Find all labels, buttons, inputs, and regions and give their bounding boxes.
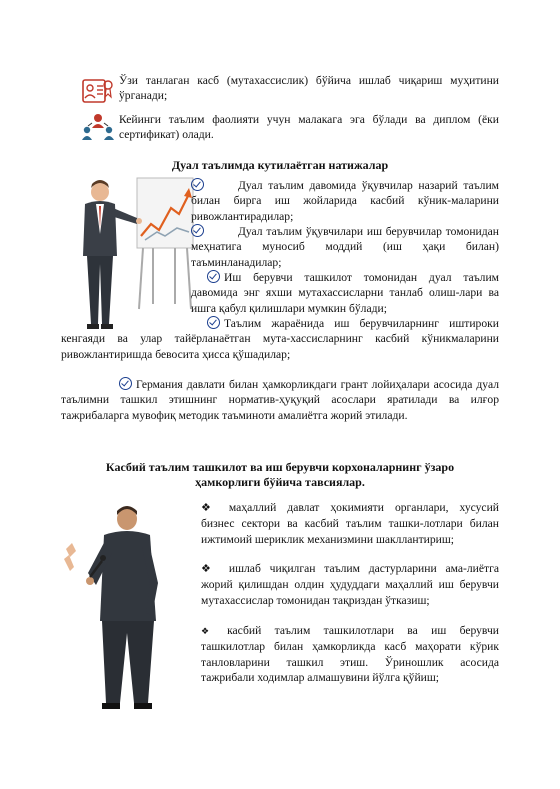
check-circle-icon [207,270,220,283]
top-item-2: Кейинги таълим фаолияти учун малакага эга бўлади ва диплом (ёки сертификат) олади. [119,113,499,142]
section1-item-4: Таълим жараёнида иш берувчиларнинг иштироки кенгаяди ва улар тайёрланаётган мута-хассисларнинг касбий кўникмаларини ривожлантиришда бевосита ҳисса қўшадилар; [61,317,499,361]
section1-item-2: Дуал таълим ўқувчилари иш берувчилар томонидан меҳнатига муносиб моддий (иш ҳақи билан) таъминланадилар; [191,225,499,269]
section1-item-5: Германия давлати билан ҳамкорликдаги грант лойиҳалари асосида дуал таълимни ташкил этишнинг норматив-ҳуқуқий асослари яратилади ва илғор тажрибаларга мувофиқ методик таъминоти амалиётга жорий этилади. [61,378,499,422]
check-circle-icon [207,316,220,329]
section1-item-1: Дуал таълим давомида ўқувчилар назарий таълим билан бирга иш жойларида касбий кўник-маларини ривожлантирадилар; [191,179,499,223]
team-network-icon [80,111,116,141]
section2-item-2: ❖ ишлаб чиқилган таълим дастурларини ама-лиётга жорий қилишдан олдин ҳудуддаги маҳаллий иш берувчи мутахассислар томонидан тақриздан ўтказиш; [201,562,499,607]
section2-heading-line2: ҳамкорлиги бўйича тавсиялар. [195,475,365,489]
section1-heading: Дуал таълимда кутилаётган натижалар [171,158,389,172]
diamond-bullet-icon: ❖ [201,502,211,514]
diamond-bullet-icon: ❖ [201,563,211,575]
section2-item-1: ❖ маҳаллий давлат ҳокимияти органлари, хусусий бизнес сектори ва касбий таълим ташки-лотлари билан ижтимоий шериклик механизмини шакллантириш; [201,501,499,546]
section1-item-3: Иш берувчи ташкилот томонидан дуал таълим давомида энг яхши мутахассисларни танлаб олиш-лари ва ишга қабул қилишлари мумкин бўлади; [191,271,499,315]
diamond-bullet-icon: ❖ [201,626,210,636]
section2-heading-line1: Касбий таълим ташкилот ва иш берувчи корхоналарнинг ўзаро [105,460,455,474]
speaker-microphone-illustration [60,503,200,718]
diploma-profile-icon [82,77,114,105]
section2-item-3: ❖ касбий таълим ташкилотлари ва иш берувчи ташкилотлар билан ҳамкорликда касб маҳорати кўрик танловларини ташкил этиш. Ўриношлик асосида тажрибали ходимлар алмашувини йўлга қўйиш; [201,624,499,685]
top-item-1: Ўзи танлаган касб (мутахассислик) бўйича ишлаб чиқариш муҳитини ўрганади; [119,74,499,103]
check-circle-icon [191,178,204,191]
check-circle-icon [191,224,204,237]
check-circle-icon [119,377,132,390]
